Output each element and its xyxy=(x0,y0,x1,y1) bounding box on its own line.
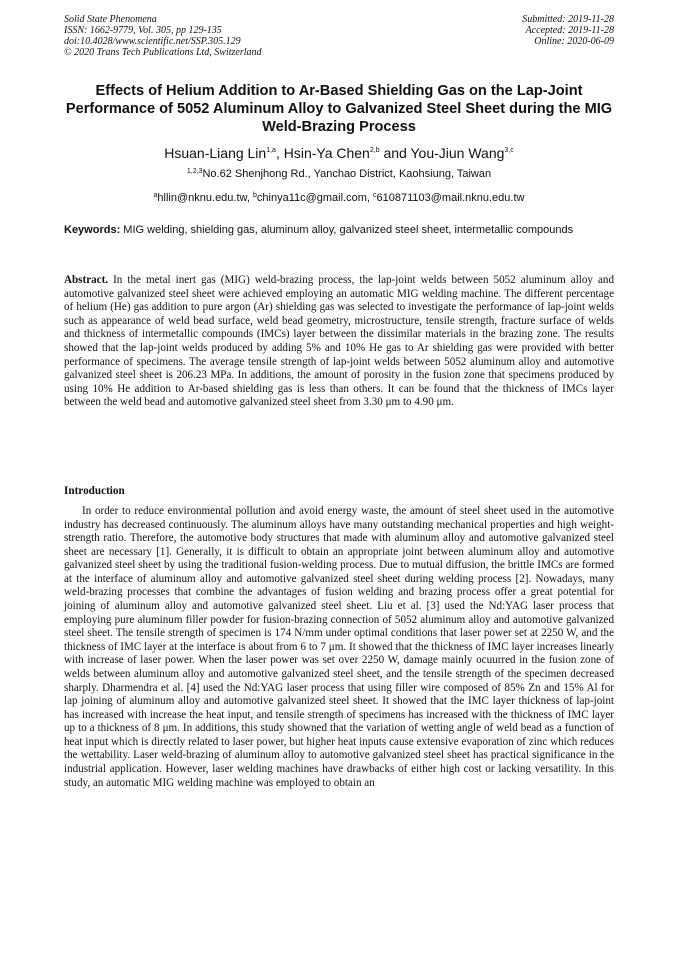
keywords-section xyxy=(64,224,614,238)
affiliation xyxy=(60,167,618,181)
doi-line: doi:10.4028/www.scientific.net/SSP.305.129 xyxy=(64,36,241,47)
online-date: Online: 2020-06-09 xyxy=(534,36,614,47)
author-separator: and xyxy=(379,145,411,161)
journal-info xyxy=(64,14,262,58)
accepted-date: Accepted: 2019-11-28 xyxy=(525,25,614,36)
author-name: You-Jiun Wang xyxy=(410,145,505,161)
journal-name: Solid State Phenomena xyxy=(64,14,157,25)
abstract-label: Abstract. xyxy=(64,274,109,286)
introduction-paragraph: In order to reduce environmental pollution and avoid energy waste, the amount of steel sheet used in the automotive industry has decreased continuously. The aluminum alloys have many outstanding mechanical properties and high weight-strength ratio. Therefore, the automotive body structures that made with aluminum alloy and automotive galvanized steel sheet are necessary [1]. Generally, it is difficult to obtain an appropriate joint between aluminum alloy and automotive galvanized steel sheet by using the traditional fusion-welding process. Due to mutual diffusion, the brittle IMCs are formed at the interface of aluminum alloy and automotive galvanized steel sheet during welding process [2]. Nowadays, many weld-brazing processes that combine the advantages of fusion welding and brazing process offer a great potential for joining of aluminum alloy and automotive galvanized steel sheet. Liu et al. [3] used the Nd:YAG laser process that employing pure aluminum filler powder for fusion-brazing connection of 5052 aluminum alloy and automotive galvanized steel sheet. The tensile strength of specimen is 174 N/mm under optimal conditions that laser power set at 2250 W, and the thickness of IMC layer at the interface is about from 6 to 7 μm. It showed that the thickness of IMC layer increases linearly with increase of laser power. When the laser power was set over 2250 W, damage mainly ocuurred in the fusion zone of welds between aluminum alloy and automotive galvanized steel sheet, and the tensile strength of the specimen decreased sharply. Dharmendra et al. [4] used the Nd:YAG laser process that using filler wire composed of 85% Zn and 15% Al for lap joining of aluminum alloy and automotive galvanized steel sheet. It showed that the IMC layer thickness of lap-joint has increased with increase the heat input, and tensile strength of specimens has increased with the thickness of IMC layer up to a thickness of 8 μm. In additions, this study showned that the variation of wetting angle of weld bead as a function of heat input which is directly related to laser power, but higher heat inputs cause extensive evaporation of zinc which reduces the wettability. Laser weld-brazing of aluminum alloy to automotive galvanized steel sheet has practical significance in the industrial application. However, laser welding machines have drawbacks of either high cost or lacking versatility. In this study, an automatic MIG welding machine was employed to obtain an xyxy=(64,505,614,789)
author-superscript: 1,a xyxy=(266,147,276,154)
author-separator: , xyxy=(275,145,284,161)
author-superscript: 3,c xyxy=(504,147,514,154)
email-superscript: b xyxy=(252,192,257,199)
email-address: hllin@nknu.edu.tw, xyxy=(157,192,253,204)
section-heading-introduction: Introduction xyxy=(64,485,125,497)
email-superscript: a xyxy=(153,192,158,199)
submitted-date: Submitted: 2019-11-28 xyxy=(522,14,614,25)
author-name: Hsuan-Liang Lin xyxy=(164,145,267,161)
email-address: chinya11c@gmail.com, xyxy=(256,192,374,204)
email-address: 610871103@mail.nknu.edu.tw xyxy=(376,192,525,204)
issn-line: ISSN: 1662-9779, Vol. 305, pp 129-135 xyxy=(64,25,222,36)
author-emails xyxy=(60,191,618,205)
keywords-text: MIG welding, shielding gas, aluminum alloy, galvanized steel sheet, intermetallic compounds xyxy=(120,224,574,236)
author-superscript: 2,b xyxy=(369,147,380,154)
author-list xyxy=(60,144,618,162)
email-superscript: c xyxy=(373,192,377,199)
keywords-label: Keywords: xyxy=(64,224,121,236)
abstract-section xyxy=(64,274,614,410)
affiliation-superscript: 1,2,3 xyxy=(186,168,203,175)
publication-dates xyxy=(522,14,614,47)
affiliation-text: No.62 Shenjhong Rd., Yanchao District, Kaohsiung, Taiwan xyxy=(202,168,492,180)
paper-title: Effects of Helium Addition to Ar-Based Shielding Gas on the Lap-Joint Performance of 5052 Aluminum Alloy to Galvanized Steel Sheet during the MIG Weld-Brazing Process xyxy=(65,83,613,135)
author-name: Hsin-Ya Chen xyxy=(283,145,370,161)
copyright-line: © 2020 Trans Tech Publications Ltd, Switzerland xyxy=(64,47,262,58)
abstract-text: In the metal inert gas (MIG) weld-brazing process, the lap-joint welds between 5052 aluminum alloy and automotive galvanized steel sheet were achieved employing an automatic MIG welding machine. The different percentage of helium (He) gas addition to pure argon (Ar) shielding gas was selected to investigate the performance of lap-joint welds such as appearance of weld bead surface, weld bead geometry, microstructure, tensile strength, fracture surface of welds and thickness of intermetallic compounds (IMCs) layer between the dissimilar materials in the brazing zone. The results showed that the lap-joint welds produced by adding 5% and 10% He gas to Ar shielding gas were provided with better performance of specimens. The average tensile strength of lap-joint welds between 5052 aluminum alloy and automotive galvanized steel sheet is 206.23 MPa. In additions, the amount of porosity in the fusion zone that specimens produced by using 10% He addition to Ar-based shielding gas is less than others. It can be found that the thickness of IMCs layer between the weld bead and automotive galvanized steel sheet from 3.30 μm to 4.90 μm. xyxy=(64,274,614,409)
